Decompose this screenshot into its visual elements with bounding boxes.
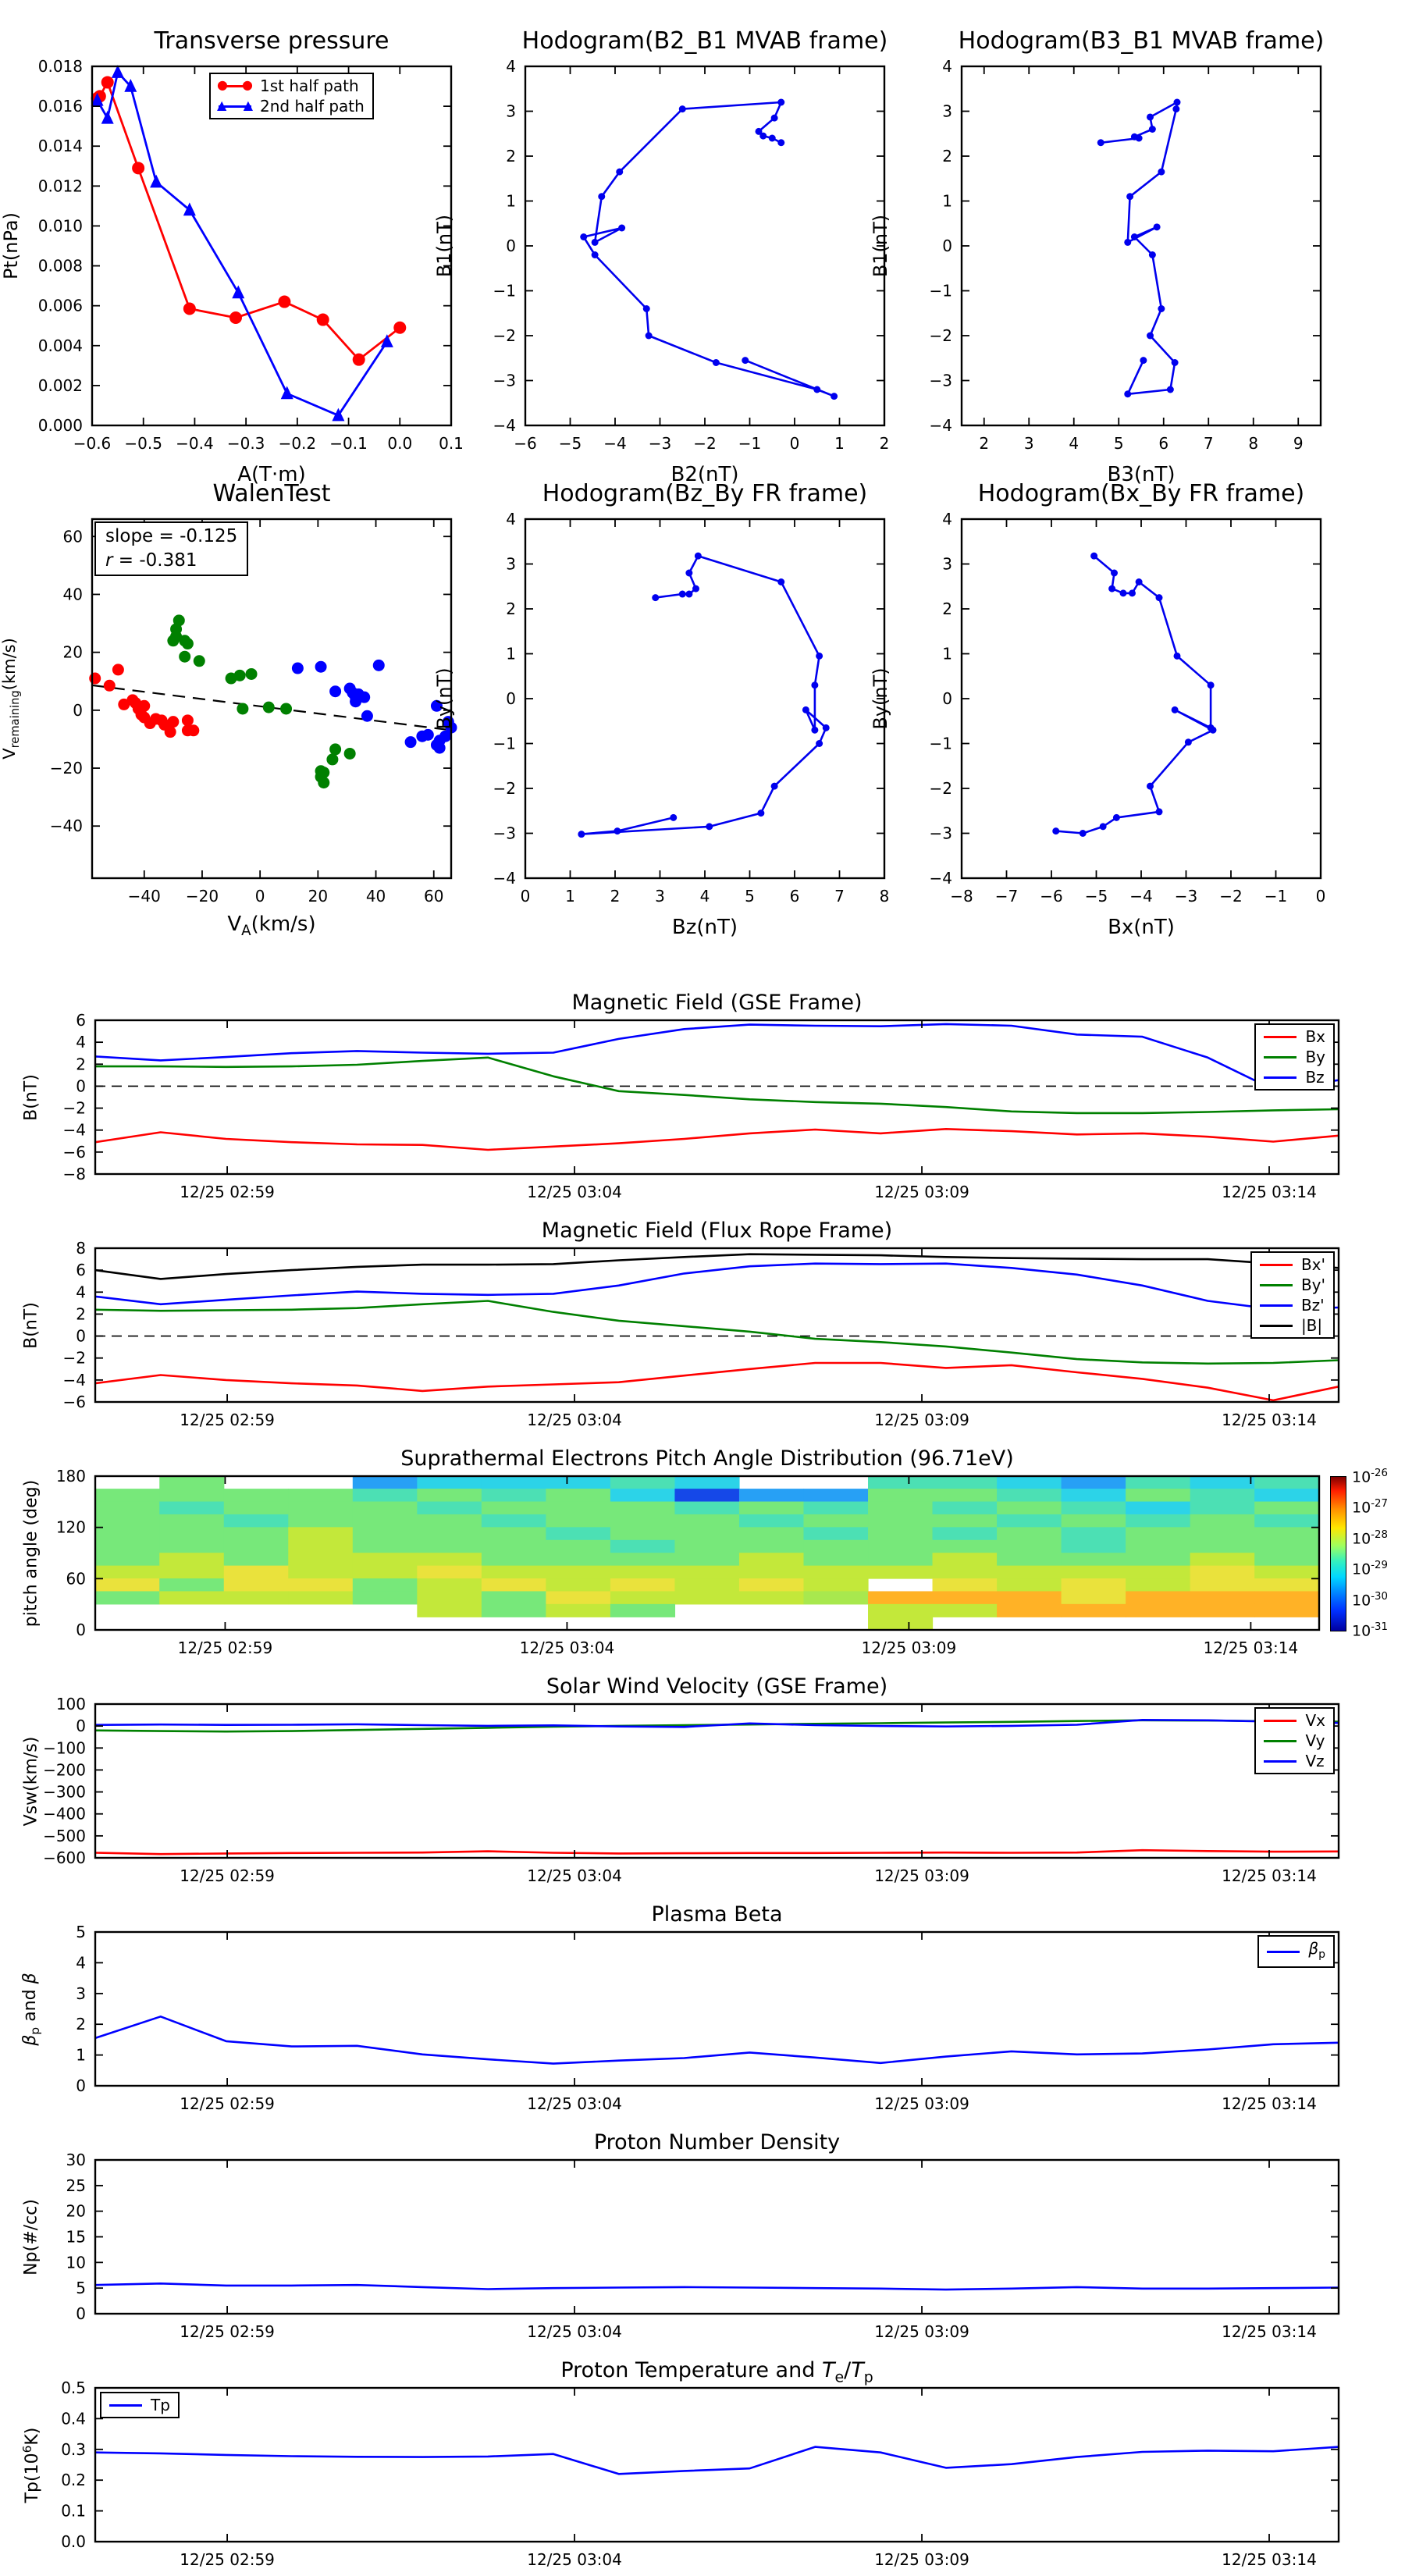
svg-text:0.002: 0.002 <box>37 375 83 395</box>
svg-text:0: 0 <box>520 887 531 906</box>
legend <box>1250 1251 1335 1339</box>
panel-magnetic-field-gse <box>21 991 1339 1201</box>
svg-text:40: 40 <box>365 887 386 906</box>
panel-transverse-pressure <box>0 27 464 486</box>
svg-text:2: 2 <box>76 1055 86 1074</box>
magnetic-field-gse-plot <box>62 1011 1339 1201</box>
legend-entry <box>1258 1276 1325 1294</box>
panel-title: Hodogram(B3_B1 MVAB frame) <box>958 27 1325 55</box>
svg-text:12/25 03:04: 12/25 03:04 <box>519 1638 615 1657</box>
legend-entry <box>1262 1711 1325 1730</box>
svg-text:3: 3 <box>506 554 516 574</box>
legend-label: Bx <box>1305 1027 1325 1046</box>
svg-text:3: 3 <box>1023 434 1034 453</box>
x-axis-label: Bz(nT) <box>671 916 738 939</box>
legend-label: Vz <box>1305 1752 1325 1770</box>
y-axis-label: pitch angle (deg) <box>21 1479 41 1627</box>
svg-text:12/25 02:59: 12/25 02:59 <box>177 1638 273 1657</box>
svg-text:12/25 03:04: 12/25 03:04 <box>527 2322 622 2341</box>
svg-text:0.008: 0.008 <box>37 256 83 276</box>
svg-text:12/25 03:09: 12/25 03:09 <box>861 1638 957 1657</box>
svg-text:0: 0 <box>76 1326 86 1346</box>
svg-text:0: 0 <box>1315 887 1326 906</box>
svg-text:−0.3: −0.3 <box>226 434 265 453</box>
svg-text:−8: −8 <box>950 887 973 906</box>
legend-label: 2nd half path <box>260 97 365 116</box>
svg-text:−6: −6 <box>1040 887 1063 906</box>
legend-label: Vx <box>1305 1711 1325 1730</box>
svg-text:12/25 03:14: 12/25 03:14 <box>1222 2322 1317 2341</box>
svg-text:12/25 02:59: 12/25 02:59 <box>180 1866 275 1885</box>
svg-text:2: 2 <box>76 2015 86 2034</box>
svg-text:0.5: 0.5 <box>61 2379 86 2397</box>
y-axis-label: $\beta_p$ and β <box>20 1972 43 2046</box>
legend-label: By <box>1305 1048 1325 1066</box>
svg-text:2: 2 <box>506 147 516 165</box>
svg-text:12/25 03:14: 12/25 03:14 <box>1222 1866 1317 1885</box>
transverse-pressure-plot <box>37 57 464 453</box>
svg-text:−5: −5 <box>1084 887 1108 906</box>
legend-line-swatch <box>1262 1713 1298 1727</box>
svg-text:−1: −1 <box>493 281 516 301</box>
svg-text:−1: −1 <box>929 281 952 301</box>
svg-text:30: 30 <box>66 2151 86 2169</box>
legend-label: By' <box>1300 1276 1325 1294</box>
svg-text:−6: −6 <box>62 1142 86 1162</box>
svg-text:1: 1 <box>942 191 952 211</box>
legend-line-swatch <box>1258 1258 1294 1272</box>
panel-title: Transverse pressure <box>154 27 389 55</box>
svg-text:1: 1 <box>834 434 845 453</box>
svg-text:1: 1 <box>565 887 575 906</box>
panel-title: Suprathermal Electrons Pitch Angle Distribution (96.71eV) <box>400 1446 1014 1471</box>
svg-text:20: 20 <box>62 642 83 662</box>
svg-text:12/25 02:59: 12/25 02:59 <box>180 2094 275 2113</box>
y-axis-label: By(nT) <box>433 667 455 730</box>
y-axis-label: B(nT) <box>21 1073 41 1121</box>
svg-text:−8: −8 <box>62 1165 86 1183</box>
legend-line-swatch <box>1262 1050 1298 1064</box>
svg-text:−5: −5 <box>558 434 582 453</box>
legend <box>1254 1707 1335 1774</box>
legend-line-swatch <box>108 2398 144 2412</box>
svg-text:4: 4 <box>76 1033 86 1052</box>
svg-text:1: 1 <box>942 644 952 664</box>
panel-pitch-angle-distribution <box>21 1446 1388 1657</box>
svg-text:3: 3 <box>655 887 665 906</box>
svg-text:2: 2 <box>506 600 516 618</box>
colorbar-tick-label: $10^{-31}$ <box>1352 1621 1388 1640</box>
svg-text:12/25 02:59: 12/25 02:59 <box>180 2550 275 2569</box>
panel-title: Magnetic Field (Flux Rope Frame) <box>541 1219 893 1243</box>
svg-text:−3: −3 <box>493 824 516 843</box>
panel-proton-number-density <box>21 2130 1339 2341</box>
y-axis-label: B1(nT) <box>870 214 891 278</box>
svg-text:−600: −600 <box>43 1848 86 1867</box>
svg-text:−4: −4 <box>493 416 516 435</box>
legend-line-swatch <box>1258 1318 1294 1332</box>
svg-text:0.3: 0.3 <box>61 2439 86 2459</box>
svg-text:60: 60 <box>66 1569 86 1589</box>
svg-text:0.0: 0.0 <box>387 434 413 453</box>
legend-line-swatch <box>1262 1070 1298 1084</box>
legend-entry <box>108 2396 170 2414</box>
panel-hodogram-b2b1 <box>433 27 890 486</box>
legend-line-swatch: ● ● <box>217 77 253 92</box>
svg-text:−1: −1 <box>1264 887 1288 906</box>
svg-text:5: 5 <box>76 1923 86 1941</box>
legend-entry <box>1258 1296 1325 1315</box>
svg-text:0: 0 <box>76 2304 86 2323</box>
svg-text:0: 0 <box>76 1621 86 1639</box>
panel-title: Proton Number Density <box>593 2130 841 2154</box>
svg-text:−100: −100 <box>43 1738 86 1758</box>
hodogram-b2b1-plot <box>493 57 890 453</box>
svg-text:4: 4 <box>1069 434 1080 453</box>
svg-text:25: 25 <box>66 2176 86 2195</box>
svg-text:8: 8 <box>76 1239 86 1258</box>
svg-text:2: 2 <box>942 147 952 165</box>
colorbar-tick-label: $10^{-27}$ <box>1352 1498 1388 1517</box>
svg-text:4: 4 <box>506 510 516 528</box>
svg-text:20: 20 <box>308 887 329 906</box>
svg-text:−2: −2 <box>62 1098 86 1118</box>
colorbar-tick-label: $10^{-28}$ <box>1352 1528 1388 1548</box>
svg-text:40: 40 <box>62 585 83 604</box>
svg-text:2: 2 <box>879 434 890 453</box>
legend-entry <box>1262 1068 1325 1087</box>
svg-text:180: 180 <box>55 1467 86 1485</box>
svg-text:−2: −2 <box>929 779 952 798</box>
svg-text:60: 60 <box>62 527 83 546</box>
x-axis-label: $V_A(km/s)$ <box>227 912 316 939</box>
svg-text:−4: −4 <box>62 1120 86 1140</box>
svg-text:−6: −6 <box>514 434 537 453</box>
legend-label: Bz' <box>1300 1296 1325 1315</box>
panel-proton-temperature <box>20 2358 1339 2569</box>
legend-label: $\beta_p$ <box>1308 1939 1325 1961</box>
svg-text:2: 2 <box>76 1304 86 1324</box>
panel-title: Plasma Beta <box>651 1902 783 1927</box>
svg-text:0: 0 <box>506 237 516 255</box>
svg-text:20: 20 <box>66 2201 86 2221</box>
legend-label: Bx' <box>1300 1255 1325 1274</box>
legend-entry <box>217 76 365 95</box>
colorbar-tick-label: $10^{-30}$ <box>1352 1590 1388 1609</box>
x-axis-label: A(T·m) <box>237 463 306 486</box>
svg-text:−20: −20 <box>49 759 83 778</box>
svg-text:0: 0 <box>506 689 516 708</box>
legend-line-swatch: ▲ ▲ <box>217 98 253 112</box>
svg-text:−2: −2 <box>693 434 717 453</box>
svg-text:−1: −1 <box>929 734 952 753</box>
svg-text:−3: −3 <box>648 434 672 453</box>
solar-wind-velocity-plot <box>43 1695 1339 1885</box>
legend-label: 1st half path <box>260 76 359 95</box>
svg-text:60: 60 <box>424 887 444 906</box>
legend-label: Vy <box>1305 1731 1325 1750</box>
svg-text:12/25 03:14: 12/25 03:14 <box>1222 1183 1317 1201</box>
colorbar <box>1330 1476 1346 1631</box>
legend-entry <box>1262 1731 1325 1750</box>
panel-title: Proton Temperature and $T_e/T_p$ <box>560 2358 873 2386</box>
svg-text:15: 15 <box>66 2227 86 2247</box>
svg-text:12/25 03:09: 12/25 03:09 <box>874 2094 969 2113</box>
svg-text:0: 0 <box>76 1717 86 1736</box>
x-axis-label: B2(nT) <box>670 463 739 486</box>
svg-text:−40: −40 <box>49 817 83 836</box>
svg-text:0: 0 <box>254 887 265 906</box>
svg-text:−4: −4 <box>929 416 952 435</box>
panel-hodogram-bxby <box>870 480 1326 939</box>
svg-text:−3: −3 <box>493 371 516 390</box>
svg-text:−3: −3 <box>929 824 952 843</box>
svg-text:8: 8 <box>879 887 890 906</box>
svg-text:−4: −4 <box>62 1370 86 1389</box>
svg-text:6: 6 <box>76 1261 86 1280</box>
svg-text:5: 5 <box>1113 434 1124 453</box>
svg-text:1: 1 <box>506 191 516 211</box>
panel-magnetic-field-flux-rope <box>21 1219 1339 1429</box>
svg-text:4: 4 <box>76 1283 86 1302</box>
svg-text:8: 8 <box>1248 434 1259 453</box>
svg-text:5: 5 <box>745 887 755 906</box>
svg-text:−20: −20 <box>185 887 219 906</box>
hodogram-bzby-plot <box>493 510 890 906</box>
svg-text:−2: −2 <box>493 326 516 345</box>
legend-entry <box>1258 1316 1325 1335</box>
legend-line-swatch <box>1265 1944 1301 1959</box>
svg-text:−300: −300 <box>43 1782 86 1802</box>
svg-text:−4: −4 <box>1129 887 1153 906</box>
svg-text:3: 3 <box>942 554 952 574</box>
svg-text:0.016: 0.016 <box>37 97 83 116</box>
colorbar-tick-label: $10^{-29}$ <box>1352 1560 1388 1578</box>
svg-text:7: 7 <box>1203 434 1214 453</box>
svg-text:1: 1 <box>76 2045 86 2065</box>
svg-text:−1: −1 <box>493 734 516 753</box>
svg-text:12/25 03:09: 12/25 03:09 <box>874 1866 969 1885</box>
svg-text:10: 10 <box>66 2253 86 2272</box>
legend <box>1257 1935 1335 1968</box>
svg-text:1: 1 <box>506 644 516 664</box>
svg-text:4: 4 <box>942 57 952 76</box>
svg-text:0.010: 0.010 <box>37 216 83 236</box>
svg-text:6: 6 <box>76 1011 86 1030</box>
svg-text:−0.4: −0.4 <box>176 434 214 453</box>
panel-title: Hodogram(Bx_By FR frame) <box>977 480 1305 507</box>
svg-text:−4: −4 <box>603 434 627 453</box>
svg-text:12/25 03:04: 12/25 03:04 <box>527 1866 622 1885</box>
proton-temperature-plot <box>61 2379 1339 2569</box>
svg-text:0: 0 <box>942 237 952 255</box>
panel-hodogram-b3b1 <box>870 27 1325 486</box>
svg-text:12/25 03:14: 12/25 03:14 <box>1222 1411 1317 1429</box>
svg-text:−40: −40 <box>127 887 161 906</box>
hodogram-b3b1-plot <box>929 57 1321 453</box>
colorbar-tick-label: $10^{-26}$ <box>1352 1468 1388 1486</box>
svg-text:12/25 03:09: 12/25 03:09 <box>874 2322 969 2341</box>
x-axis-label: B3(nT) <box>1107 463 1176 486</box>
y-axis-label: $Tp(10^6K)$ <box>20 2427 43 2503</box>
svg-text:5: 5 <box>76 2279 86 2298</box>
legend-label: |B| <box>1300 1316 1323 1335</box>
svg-text:−2: −2 <box>493 779 516 798</box>
svg-text:12/25 02:59: 12/25 02:59 <box>180 1183 275 1201</box>
y-axis-label: Np(#/cc) <box>21 2198 41 2275</box>
svg-text:−3: −3 <box>929 371 952 390</box>
legend-line-swatch <box>1262 1030 1298 1044</box>
svg-text:0: 0 <box>76 2076 86 2095</box>
svg-text:0.0: 0.0 <box>61 2532 86 2551</box>
svg-text:0.014: 0.014 <box>37 137 83 156</box>
legend <box>100 2392 180 2418</box>
svg-text:12/25 03:14: 12/25 03:14 <box>1222 2094 1317 2113</box>
svg-text:6: 6 <box>789 887 800 906</box>
legend-entry <box>1262 1027 1325 1046</box>
y-axis-label: Vsw(km/s) <box>21 1736 41 1826</box>
svg-text:−4: −4 <box>929 869 952 888</box>
y-axis-label: $V_{remaining}(km/s)$ <box>0 638 23 760</box>
y-axis-label: Pt(nPa) <box>0 212 22 279</box>
magnetic-field-fr-plot <box>62 1239 1339 1429</box>
svg-text:0.4: 0.4 <box>61 2409 86 2428</box>
legend-entry <box>1265 1939 1325 1964</box>
svg-text:4: 4 <box>506 57 516 76</box>
svg-text:0.1: 0.1 <box>439 434 464 453</box>
svg-text:0.006: 0.006 <box>37 296 83 315</box>
svg-text:0.000: 0.000 <box>37 416 83 435</box>
y-axis-label: B(nT) <box>21 1301 41 1349</box>
svg-text:4: 4 <box>76 1953 86 1973</box>
x-axis-label: Bx(nT) <box>1108 916 1175 939</box>
svg-text:12/25 03:09: 12/25 03:09 <box>874 2550 969 2569</box>
panel-title: WalenTest <box>212 480 331 507</box>
legend-line-swatch <box>1258 1278 1294 1292</box>
svg-text:−0.1: −0.1 <box>329 434 368 453</box>
svg-text:0.004: 0.004 <box>37 336 83 355</box>
svg-text:−2: −2 <box>929 326 952 345</box>
svg-text:3: 3 <box>506 101 516 121</box>
fit-annotation: slope = -0.125 r = -0.381 <box>94 521 248 576</box>
svg-text:2: 2 <box>979 434 990 453</box>
svg-text:−7: −7 <box>994 887 1019 906</box>
svg-text:−0.5: −0.5 <box>124 434 163 453</box>
panel-title: Hodogram(Bz_By FR frame) <box>542 480 868 507</box>
hodogram-bxby-plot <box>929 510 1326 906</box>
legend <box>209 73 374 119</box>
legend-entry <box>1258 1255 1325 1274</box>
svg-text:0: 0 <box>789 434 800 453</box>
svg-text:12/25 02:59: 12/25 02:59 <box>180 2322 275 2341</box>
y-axis-label: By(nT) <box>870 667 891 730</box>
svg-text:100: 100 <box>55 1695 86 1713</box>
svg-text:−0.2: −0.2 <box>278 434 317 453</box>
svg-text:2: 2 <box>610 887 621 906</box>
svg-text:7: 7 <box>834 887 845 906</box>
legend-line-swatch <box>1258 1298 1294 1312</box>
svg-text:−0.6: −0.6 <box>73 434 112 453</box>
svg-text:12/25 03:14: 12/25 03:14 <box>1222 2550 1317 2569</box>
legend-entry <box>1262 1752 1325 1770</box>
legend-entry <box>217 97 365 116</box>
svg-text:3: 3 <box>942 101 952 121</box>
svg-text:12/25 03:04: 12/25 03:04 <box>527 1183 622 1201</box>
svg-text:−500: −500 <box>43 1826 86 1845</box>
svg-text:12/25 03:09: 12/25 03:09 <box>874 1183 969 1201</box>
svg-text:12/25 03:14: 12/25 03:14 <box>1203 1638 1299 1657</box>
pitch-angle-heatmap <box>55 1467 1319 1657</box>
svg-text:6: 6 <box>1158 434 1169 453</box>
y-axis-label: B1(nT) <box>433 214 455 278</box>
proton-density-plot <box>66 2151 1339 2341</box>
legend-line-swatch <box>1262 1754 1298 1768</box>
svg-text:−6: −6 <box>62 1393 86 1411</box>
svg-text:0.1: 0.1 <box>61 2501 86 2521</box>
legend-label: Bz <box>1305 1068 1325 1087</box>
panel-walen-test <box>0 480 451 939</box>
svg-text:−1: −1 <box>738 434 762 453</box>
svg-text:12/25 02:59: 12/25 02:59 <box>180 1411 275 1429</box>
legend-entry <box>1262 1048 1325 1066</box>
svg-text:0.012: 0.012 <box>37 176 83 196</box>
svg-text:4: 4 <box>699 887 710 906</box>
svg-text:−200: −200 <box>43 1760 86 1780</box>
svg-text:3: 3 <box>76 1984 86 2003</box>
svg-text:120: 120 <box>55 1517 86 1537</box>
svg-text:−4: −4 <box>493 869 516 888</box>
svg-text:−3: −3 <box>1174 887 1198 906</box>
svg-text:−2: −2 <box>1219 887 1243 906</box>
svg-text:12/25 03:04: 12/25 03:04 <box>527 2550 622 2569</box>
panel-plasma-beta <box>20 1902 1339 2113</box>
svg-text:0: 0 <box>76 1076 86 1096</box>
svg-text:−400: −400 <box>43 1804 86 1823</box>
panel-title: Hodogram(B2_B1 MVAB frame) <box>521 27 888 55</box>
legend-line-swatch <box>1262 1734 1298 1748</box>
panel-title: Magnetic Field (GSE Frame) <box>571 991 863 1015</box>
svg-text:0: 0 <box>942 689 952 708</box>
svg-text:12/25 03:09: 12/25 03:09 <box>874 1411 969 1429</box>
legend-label: Tp <box>151 2396 170 2414</box>
panel-solar-wind-velocity <box>21 1674 1339 1885</box>
legend <box>1254 1023 1335 1091</box>
plasma-beta-plot <box>76 1923 1339 2113</box>
svg-text:0.2: 0.2 <box>61 2471 86 2490</box>
svg-text:9: 9 <box>1293 434 1304 453</box>
svg-text:12/25 03:04: 12/25 03:04 <box>527 2094 622 2113</box>
svg-text:4: 4 <box>942 510 952 528</box>
svg-text:2: 2 <box>942 600 952 618</box>
panel-title: Solar Wind Velocity (GSE Frame) <box>546 1674 888 1699</box>
svg-text:−2: −2 <box>62 1348 86 1368</box>
svg-text:0.018: 0.018 <box>37 57 83 76</box>
svg-text:0: 0 <box>73 700 83 720</box>
svg-text:12/25 03:04: 12/25 03:04 <box>527 1411 622 1429</box>
